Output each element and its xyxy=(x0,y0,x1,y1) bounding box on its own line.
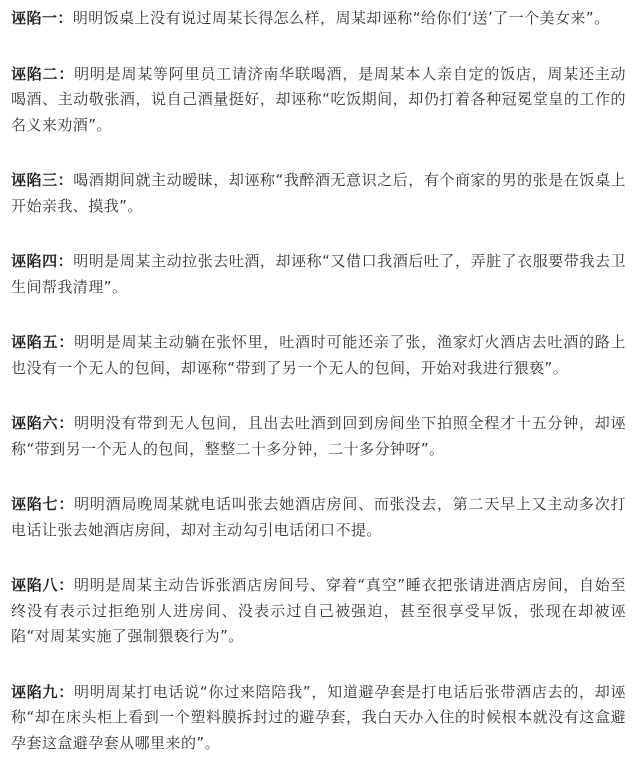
paragraph-6 xyxy=(11,411,626,462)
paragraph-8-label: 诬陷八： xyxy=(11,576,74,594)
paragraph-7-label: 诬陷七： xyxy=(11,495,75,513)
paragraph-3-label: 诬陷三： xyxy=(11,171,74,189)
paragraph-7-text: 明明酒局晚周某就电话叫张去她酒店房间、而张没去，第二天早上又主动多次打电话让张去她酒店房间，却对主动勾引电话闭口不提。 xyxy=(11,495,626,539)
paragraph-1 xyxy=(11,6,626,32)
paragraph-6-label: 诬陷六： xyxy=(11,414,75,432)
paragraph-9-text: 明明周某打电话说“你过来陪陪我”，知道避孕套是打电话后张带酒店去的，却诬称“却在床头柜上看到一个塑料膜拆封过的避孕套，我白天办入住的时候根本就没有这盒避孕套这盒避孕套从哪里来的”。 xyxy=(11,682,626,752)
paragraph-9-label: 诬陷九： xyxy=(11,682,74,701)
paragraph-5 xyxy=(11,330,626,381)
paragraph-9 xyxy=(11,680,626,757)
paragraph-2-label: 诬陷二： xyxy=(11,64,75,83)
paragraph-6-text: 明明没有带到无人包间，且出去吐酒到回到房间坐下拍照全程才十五分钟，却诬称“带到另一个无人的包间，整整二十多分钟，二十多分钟呀”。 xyxy=(11,414,626,458)
paragraph-4-label: 诬陷四： xyxy=(11,252,74,270)
paragraph-8 xyxy=(11,573,626,650)
paragraph-8-text: 明明是周某主动告诉张酒店房间号、穿着“真空”睡衣把张请进酒店房间，自始至终没有表示过拒绝别人进房间、没表示过自己被强迫，甚至很享受早饭，张现在却被诬陷“对周某实施了强制猥亵行为”。 xyxy=(11,576,626,645)
paragraph-4-text: 明明是周某主动拉张去吐酒，却诬称“又借口我酒后吐了，弄脏了衣服要带我去卫生间帮我清理”。 xyxy=(11,252,626,296)
paragraph-5-label: 诬陷五： xyxy=(11,333,75,351)
paragraph-4 xyxy=(11,249,626,300)
paragraph-2 xyxy=(11,62,626,139)
paragraph-3 xyxy=(11,168,626,219)
paragraph-1-label: 诬陷一： xyxy=(11,9,73,27)
paragraph-1-text: 明明饭桌上没有说过周某长得怎么样，周某却诬称“给你们‘送’了一个美女来”。 xyxy=(72,9,610,27)
paragraph-3-text: 喝酒期间就主动暧昧，却诬称“我醉酒无意识之后，有个商家的男的张是在饭桌上开始亲我、摸我”。 xyxy=(11,171,626,215)
paragraph-2-text: 明明是周某等阿里员工请济南华联喝酒，是周某本人亲自定的饭店，周某还主动喝酒、主动敬张酒，说自己酒量挺好，却诬称“吃饭期间，却仍打着各种冠冕堂皇的工作的名义来劝酒”。 xyxy=(11,64,626,134)
paragraph-5-text: 明明是周某主动躺在张怀里，吐酒时可能还亲了张，渔家灯火酒店去吐酒的路上也没有一个无人的包间，却诬称“带到了另一个无人的包间，开始对我进行猥亵”。 xyxy=(11,333,626,377)
paragraph-7 xyxy=(11,492,626,543)
